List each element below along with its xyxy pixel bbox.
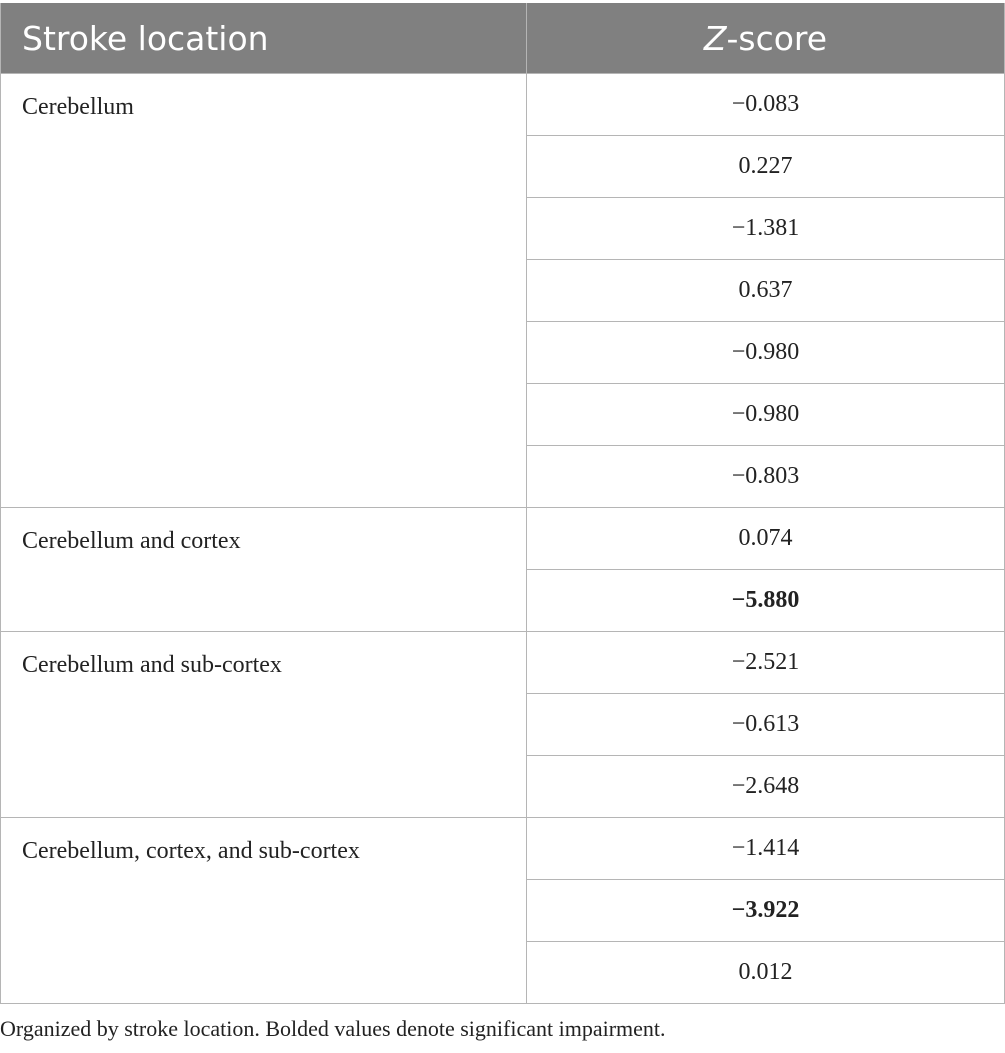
header-zscore xyxy=(527,3,1005,74)
zscore-cell: −1.414 xyxy=(527,818,1005,880)
table-header-row xyxy=(1,3,1005,74)
stroke-location-cell: Cerebellum, cortex, and sub-cortex xyxy=(1,818,527,1004)
zscore-cell: −1.381 xyxy=(527,198,1005,260)
header-zscore-italic: Z xyxy=(703,18,727,58)
table-row xyxy=(1,74,1005,136)
table-row xyxy=(1,818,1005,880)
zscore-table-container xyxy=(0,3,1004,1004)
zscore-cell: −0.980 xyxy=(527,384,1005,446)
zscore-cell-significant: −5.880 xyxy=(527,570,1005,632)
table-row xyxy=(1,508,1005,570)
zscore-table xyxy=(0,3,1005,1004)
table-footnote: Organized by stroke location. Bolded values denote significant impairment. xyxy=(0,1016,666,1041)
stroke-location-cell: Cerebellum and sub-cortex xyxy=(1,632,527,818)
zscore-cell: 0.227 xyxy=(527,136,1005,198)
table-body xyxy=(1,74,1005,1004)
stroke-location-cell: Cerebellum xyxy=(1,74,527,508)
zscore-cell: 0.012 xyxy=(527,942,1005,1004)
zscore-cell: −0.613 xyxy=(527,694,1005,756)
header-zscore-rest: -score xyxy=(726,18,828,58)
table-row xyxy=(1,632,1005,694)
zscore-cell: −2.648 xyxy=(527,756,1005,818)
zscore-cell: −0.083 xyxy=(527,74,1005,136)
header-stroke-location: Stroke location xyxy=(1,3,527,74)
stroke-location-cell: Cerebellum and cortex xyxy=(1,508,527,632)
zscore-cell: 0.074 xyxy=(527,508,1005,570)
zscore-cell: −0.803 xyxy=(527,446,1005,508)
zscore-cell: 0.637 xyxy=(527,260,1005,322)
zscore-cell: −2.521 xyxy=(527,632,1005,694)
zscore-cell: −0.980 xyxy=(527,322,1005,384)
zscore-cell-significant: −3.922 xyxy=(527,880,1005,942)
